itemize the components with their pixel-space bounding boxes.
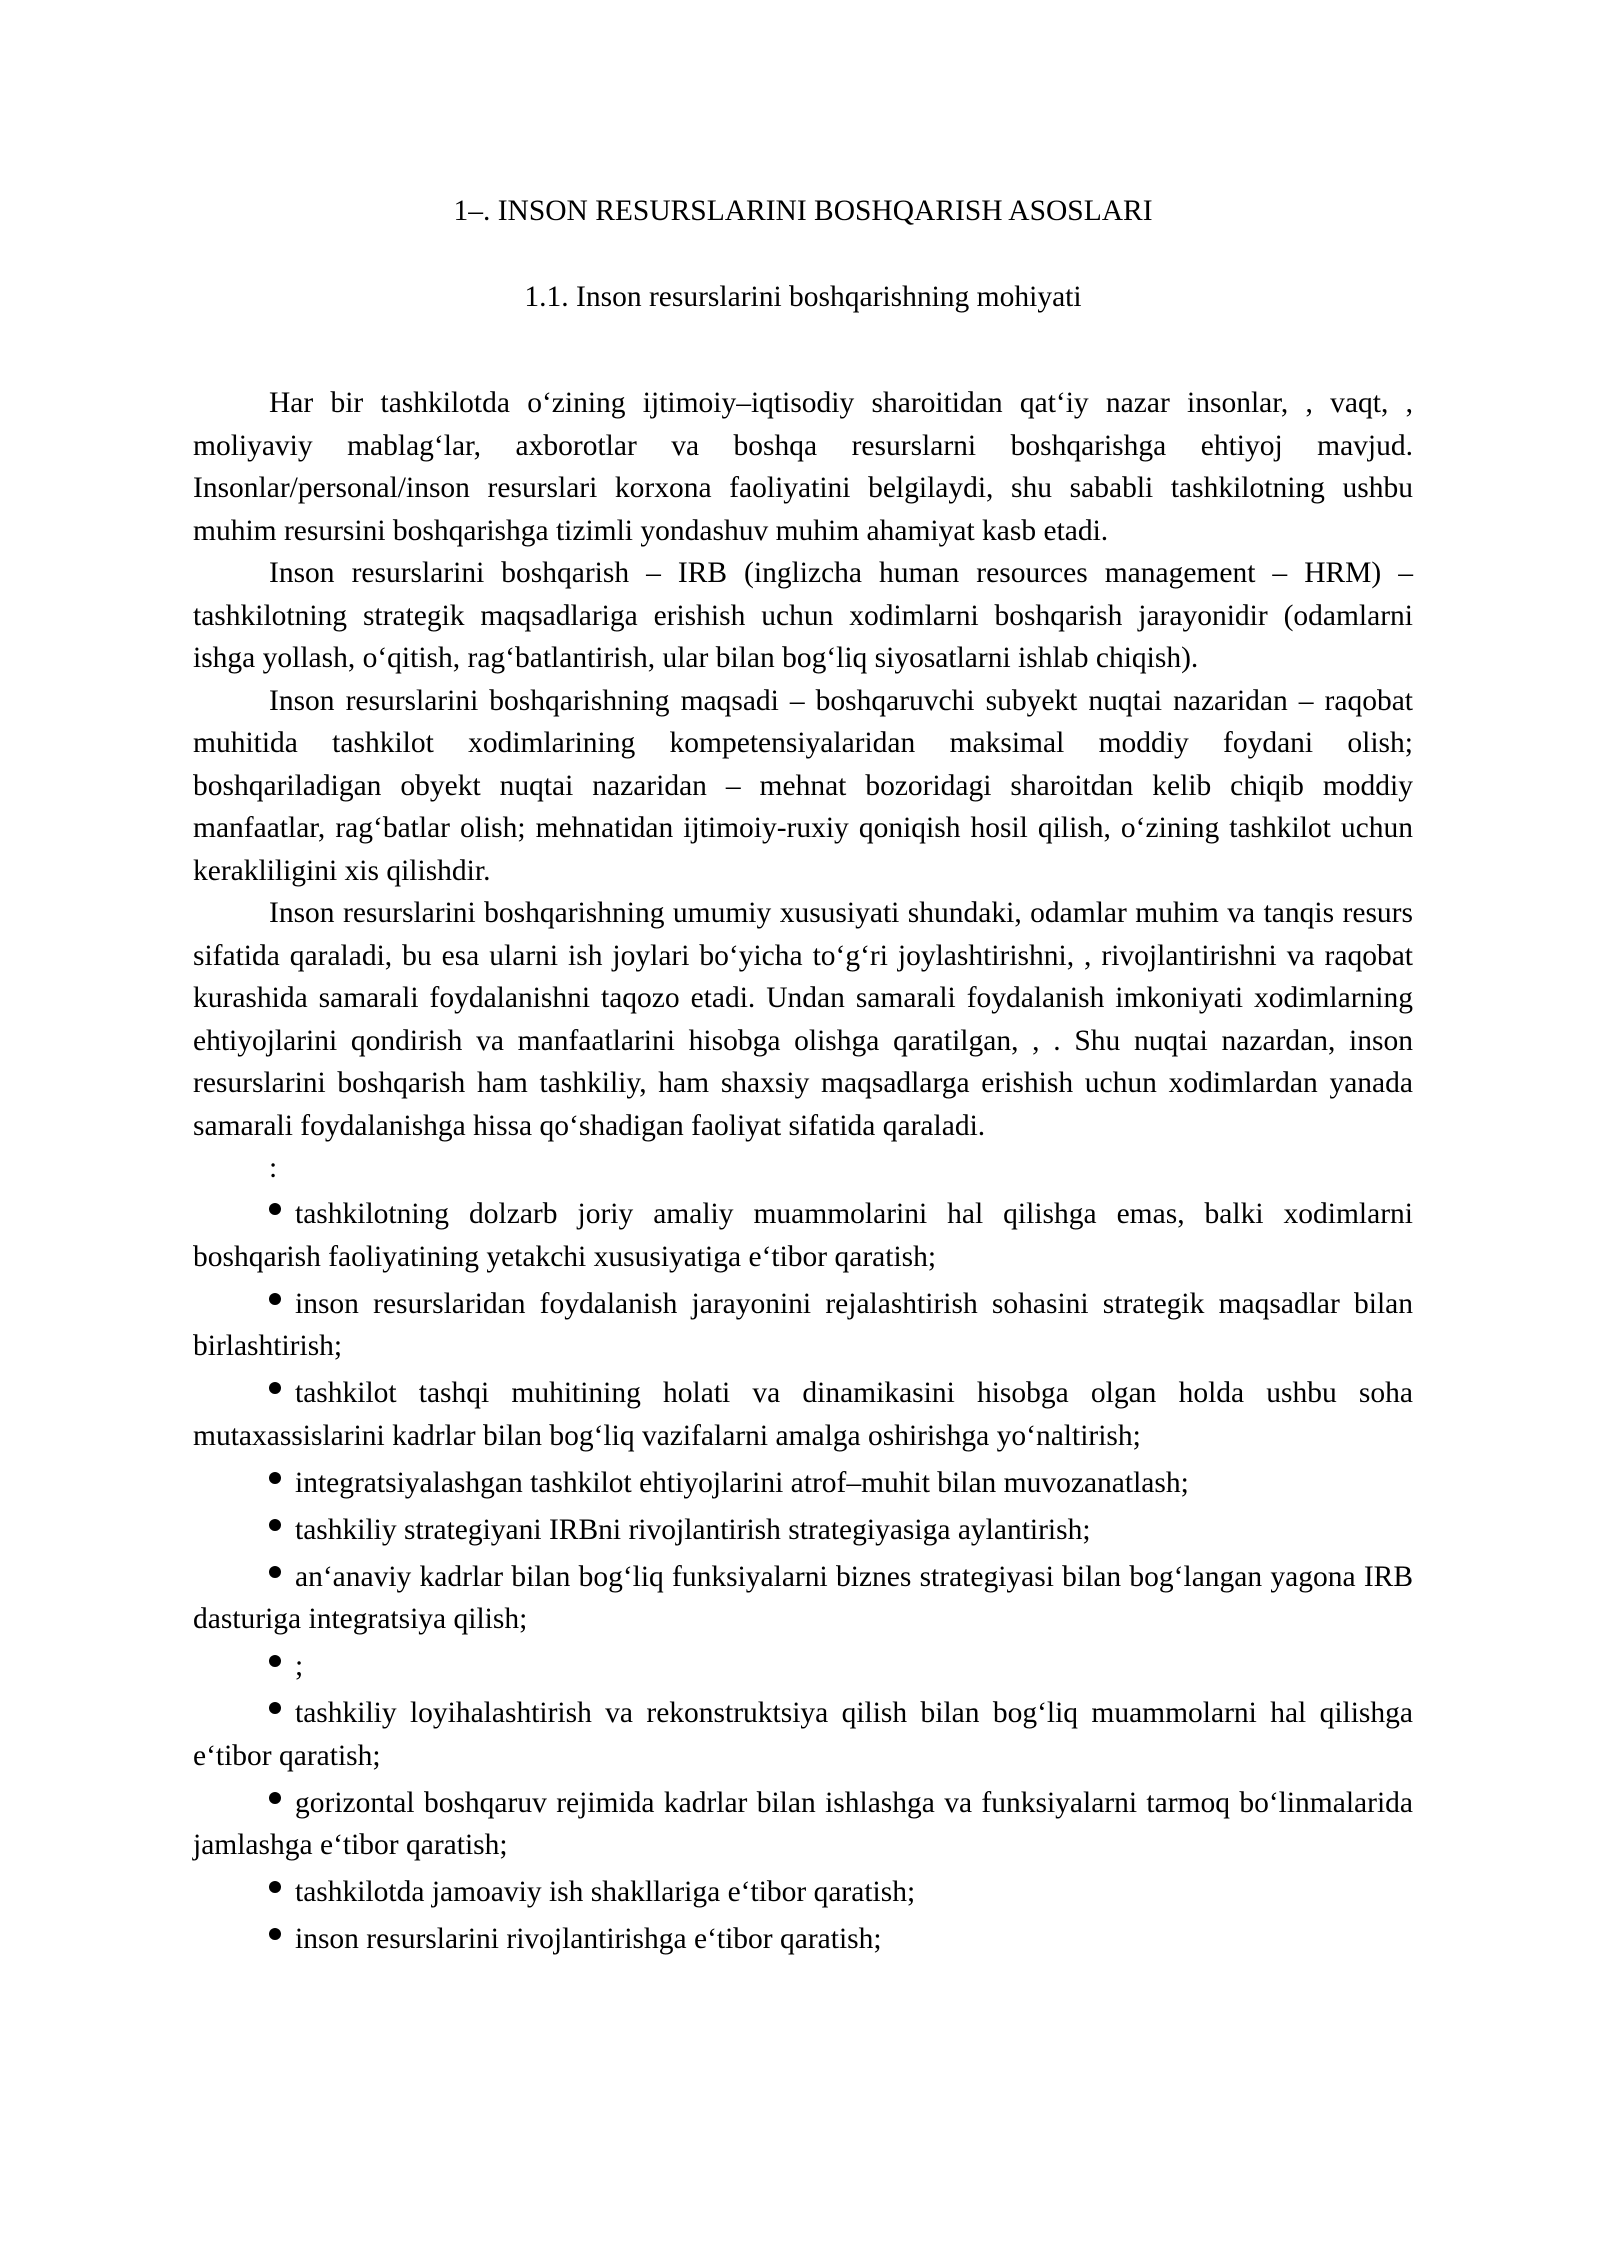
bullet-icon	[269, 1293, 281, 1305]
list-item	[193, 1918, 1413, 1961]
list-item-text: tashkilotda jamoaviy ish shakllariga e‘tibor qaratish;	[295, 1876, 916, 1908]
list-item-text: inson resurslaridan foydalanish jarayonini rejalashtirish sohasini strategik maqsadlar bilan birlashtirish;	[193, 1287, 1413, 1362]
list-item-text: tashkilotning dolzarb joriy amaliy muammolarini hal qilishga emas, balki xodimlarni boshqarish faoliyatining yetakchi xususiyatiga e‘tibor qaratish;	[193, 1198, 1413, 1273]
list-item	[193, 1871, 1413, 1914]
bullet-icon	[269, 1472, 281, 1484]
document-body	[193, 382, 1413, 1961]
bullet-icon	[269, 1792, 281, 1804]
paragraph: Har bir tashkilotda o‘zining ijtimoiy–iqtisodiy sharoitidan qat‘iy nazar insonlar, , vaqt, , moliyaviy mablag‘lar, axborotlar va boshqa resurslarni boshqarishga ehtiyoj mavjud. Insonlar/personal/inson resurslari korxona faoliyatini belgilaydi, shu sababli tashkilotning ushbu muhim resursini boshqarishga tizimli yondashuv muhim ahamiyat kasb etadi.	[193, 387, 1413, 547]
list-item-text: tashkilot tashqi muhitining holati va dinamikasini hisobga olgan holda ushbu soha mutaxassislarini kadrlar bilan bog‘liq vazifalarni amalga oshirishga yo‘naltirish;	[193, 1377, 1413, 1452]
bullet-icon	[269, 1655, 281, 1667]
list-item-text: gorizontal boshqaruv rejimida kadrlar bilan ishlashga va funksiyalarni tarmoq bo‘linmalarida jamlashga e‘tibor qaratish;	[193, 1786, 1413, 1861]
colon-line: :	[269, 1152, 278, 1184]
section-title: 1.1. Inson resurslarini boshqarishning mohiyati	[524, 280, 1082, 313]
list-item	[193, 1509, 1413, 1552]
bullet-list	[193, 1193, 1413, 1961]
bullet-icon	[269, 1519, 281, 1531]
paragraph: Inson resurslarini boshqarish – IRB (inglizcha human resources management – HRM) – tashkilotning strategik maqsadlariga erishish uchun xodimlarni boshqarish jarayonidir (odamlarni ishga yollash, o‘qitish, rag‘batlantirish, ular bilan bog‘liq siyosatlarni ishlab chiqish).	[193, 557, 1413, 674]
list-item-text: integratsiyalashgan tashkilot ehtiyojlarini atrof–muhit bilan muvozanatlash;	[295, 1466, 1189, 1499]
paragraph: Inson resurslarini boshqarishning umumiy xususiyati shundaki, odamlar muhim va tanqis resurs sifatida qaraladi, bu esa ularni ish joylari bo‘yicha to‘g‘ri joylashtirishni, , rivojlantirishni va raqobat kurashida samarali foydalanishni taqozo etadi. Undan samarali foydalanish imkoniyati xodimlarning ehtiyojlarini qondirish va manfaatlarini hisobga olishga qaratilgan, , . Shu nuqtai nazardan, inson resurslarini boshqarish ham tashkiliy, ham shaxsiy maqsadlarga erishish uchun xodimlardan yanada samarali foydalanishga hissa qo‘shadigan faoliyat sifatida qaraladi.	[193, 897, 1413, 1142]
list-item	[193, 1283, 1413, 1368]
list-item-text: tashkiliy strategiyani IRBni rivojlantirish strategiyasiga aylantirish;	[295, 1513, 1091, 1546]
bullet-icon	[269, 1928, 281, 1940]
paragraph: Inson resurslarini boshqarishning maqsadi – boshqaruvchi subyekt nuqtai nazaridan – raqobat muhitida tashkilot xodimlarining kompetensiyalaridan maksimal moddiy foydani olish; boshqariladigan obyekt nuqtai nazaridan – mehnat bozoridagi sharoitdan kelib chiqib moddiy manfaatlar, rag‘batlar olish; mehnatidan ijtimoiy-ruxiy qoniqish hosil qilish, o‘zining tashkilot uchun kerakliligini xis qilishdir.	[193, 684, 1413, 887]
list-item	[193, 1372, 1413, 1457]
list-item	[193, 1462, 1413, 1505]
list-item	[193, 1645, 1413, 1688]
list-item	[193, 1692, 1413, 1777]
list-item-text: an‘anaviy kadrlar bilan bog‘liq funksiyalarni biznes strategiyasi bilan bog‘langan yagona IRB dasturiga integratsiya qilish;	[193, 1560, 1413, 1635]
document-page	[193, 190, 1413, 1965]
bullet-icon	[269, 1203, 281, 1215]
list-item	[193, 1556, 1413, 1641]
list-item-text: tashkiliy loyihalashtirish va rekonstruktsiya qilish bilan bog‘liq muammolarni hal qilishga e‘tibor qaratish;	[193, 1697, 1413, 1772]
bullet-icon	[269, 1382, 281, 1394]
bullet-icon	[269, 1702, 281, 1714]
chapter-title: 1–. INSON RESURSLARINI BOSHQARISH ASOSLARI	[453, 195, 1153, 227]
list-item	[193, 1193, 1413, 1278]
bullet-icon	[269, 1881, 281, 1893]
list-item-text: ;	[295, 1650, 304, 1682]
list-item	[193, 1782, 1413, 1867]
bullet-icon	[269, 1566, 281, 1578]
list-item-text: inson resurslarini rivojlantirishga e‘tibor qaratish;	[295, 1923, 882, 1955]
